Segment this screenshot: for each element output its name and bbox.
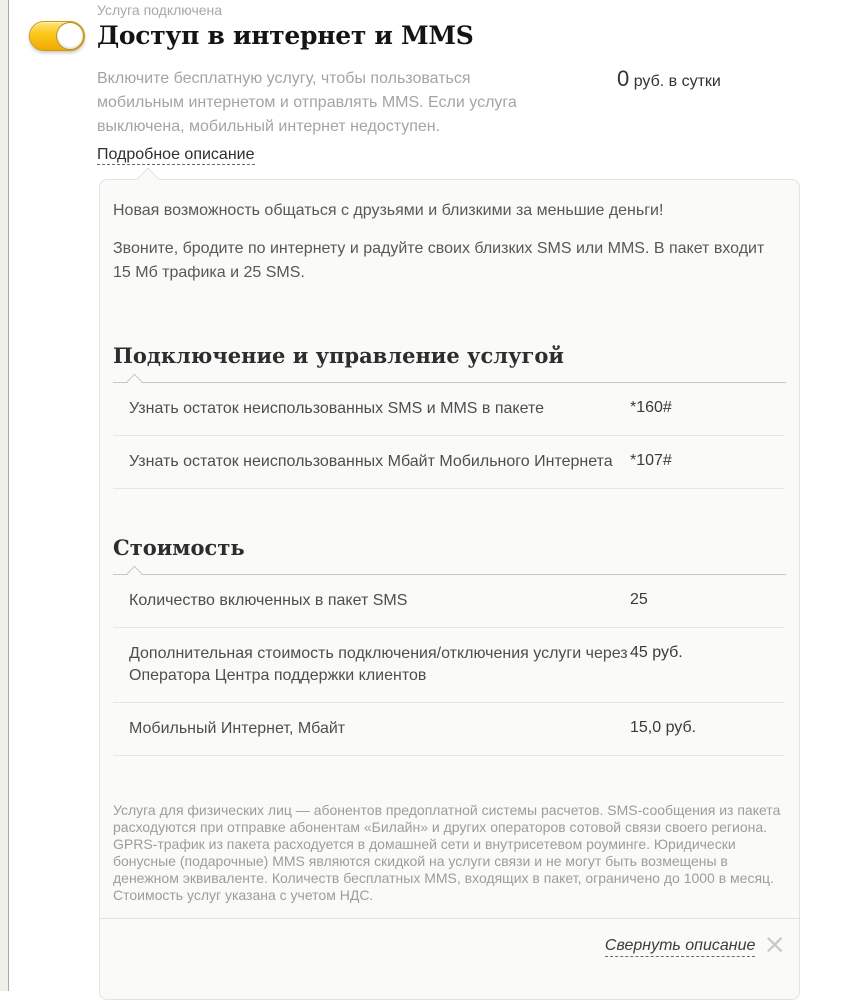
section-management bbox=[113, 343, 786, 489]
row-label: Количество включенных в пакет SMS bbox=[129, 592, 408, 609]
price-value: 0 bbox=[617, 66, 630, 91]
row-value: 15,0 руб. bbox=[630, 719, 697, 736]
row-value: 25 bbox=[630, 591, 648, 608]
row-label: Мобильный Интернет, Мбайт bbox=[129, 720, 346, 737]
row-divider bbox=[113, 488, 784, 489]
service-description: Включите бесплатную услугу, чтобы пользоваться мобильным интернетом и отправлять MMS. Если услуга выключена, мобильный интернет недоступен. bbox=[97, 70, 517, 135]
service-status: Услуга подключена bbox=[97, 2, 223, 18]
table-row bbox=[113, 703, 786, 755]
table-row bbox=[113, 628, 786, 702]
panel-footer bbox=[113, 919, 786, 999]
description-panel bbox=[99, 179, 800, 1000]
price-unit: руб. в сутки bbox=[633, 73, 721, 90]
service-toggle[interactable] bbox=[29, 21, 85, 51]
row-value: 45 руб. bbox=[630, 644, 683, 661]
table-row bbox=[113, 436, 786, 488]
section-cost bbox=[113, 535, 786, 756]
service-summary bbox=[97, 67, 800, 139]
row-value: *107# bbox=[630, 452, 672, 469]
row-label: Узнать остаток неиспользованных SMS и MMS в пакете bbox=[129, 400, 544, 417]
row-label: Дополнительная стоимость подключения/отключения услуги через Оператора Центра поддержки клиентов bbox=[129, 645, 628, 684]
toggle-knob-icon bbox=[56, 22, 84, 50]
row-value: *160# bbox=[630, 399, 672, 416]
legal-fine-print: Услуга для физических лиц — абонентов предоплатной системы расчетов. SMS-сообщения из пакета расходуются при отправке абонентам «Билайн» и других операторов сотовой связи своего региона. GPRS-трафик из пакета расходуется в домашней сети и внутрисетевом роуминге. Юридически бонусные (подарочные) MMS являются скидкой на услуги связи и не могут быть возмещены в денежном эквиваленте. Количеств бесплатных MMS, входящих в пакет, ограничено до 1000 в месяц. Стоимость услуг указана с учетом НДС. bbox=[113, 802, 781, 903]
section-title: Подключение и управление услугой bbox=[113, 343, 564, 368]
close-icon[interactable]: × bbox=[763, 929, 786, 960]
panel-intro-line: Новая возможность общаться с друзьями и близкими за меньшие деньги! bbox=[113, 202, 664, 219]
table-row bbox=[113, 383, 786, 435]
service-title: Доступ в интернет и MMS bbox=[97, 21, 474, 50]
panel-intro-line: Звоните, бродите по интернету и радуйте своих близких SMS или MMS. В пакет входит 15 Мб трафика и 25 SMS. bbox=[113, 240, 765, 281]
section-title: Стоимость bbox=[113, 535, 245, 560]
table-row bbox=[113, 575, 786, 627]
row-divider bbox=[113, 755, 784, 756]
details-link[interactable]: Подробное описание bbox=[97, 146, 255, 163]
service-price bbox=[617, 67, 721, 91]
row-label: Узнать остаток неиспользованных Мбайт Мобильного Интернета bbox=[129, 453, 613, 470]
collapse-description-link[interactable]: Свернуть описание bbox=[605, 936, 755, 957]
panel-pointer-notch bbox=[137, 168, 160, 191]
